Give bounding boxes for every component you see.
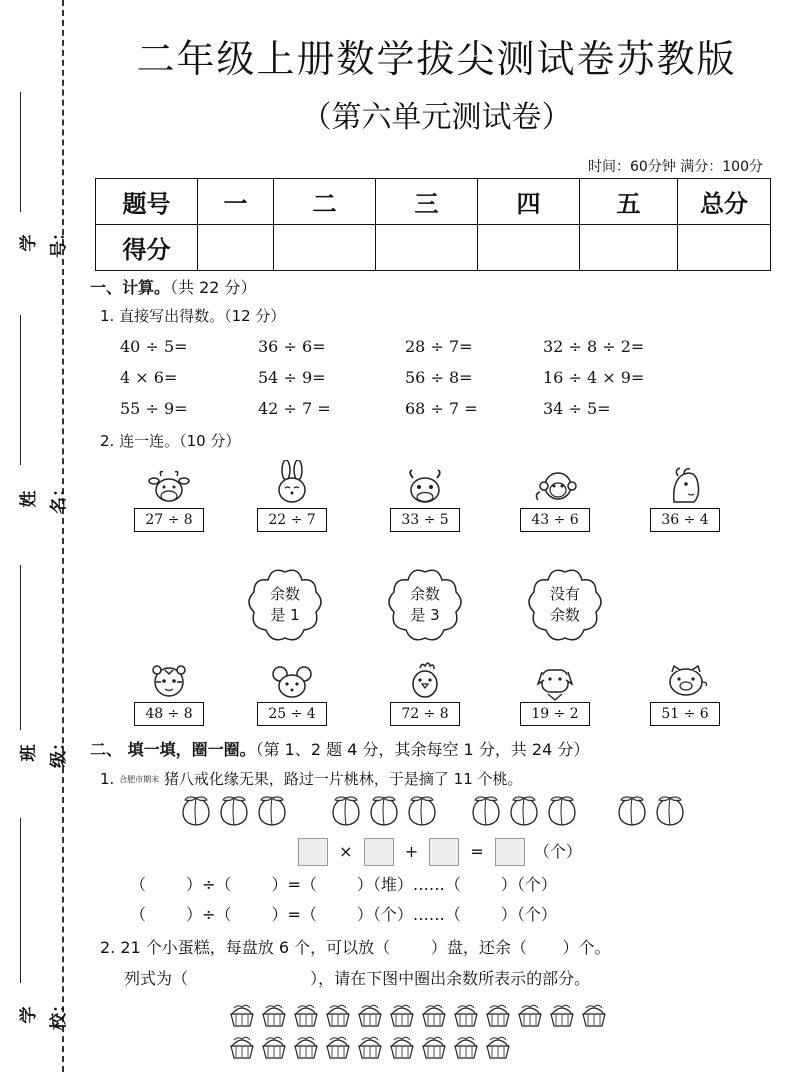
- expr-box: 48 ÷ 8: [134, 702, 204, 726]
- dog-icon: [534, 660, 576, 702]
- score-row-label: 得分: [96, 225, 198, 271]
- expr-box: 22 ÷ 7: [257, 508, 327, 532]
- expr-box: 43 ÷ 6: [520, 508, 590, 532]
- school-line[interactable]: [20, 818, 21, 983]
- answer-box[interactable]: [429, 838, 459, 866]
- expr-box: 27 ÷ 8: [134, 508, 204, 532]
- expr-box: 25 ÷ 4: [257, 702, 327, 726]
- unit-text: （个）: [533, 841, 582, 861]
- class-label: 班级：: [19, 734, 69, 768]
- blank-part: （: [130, 905, 147, 924]
- section2-q2-line1: 2. 21 个小蛋糕，每盘放 6 个，可以放（ ）盘，还余（ ）个。: [100, 938, 611, 957]
- remainder-flower-none[interactable]: [524, 564, 606, 646]
- score-header-cell: 题号: [96, 179, 198, 225]
- score-cell[interactable]: [678, 225, 771, 271]
- peach-equation: [298, 838, 582, 866]
- flower-line: 是 3: [410, 606, 440, 624]
- section2-title: 二、 填一填，圈一圈。: [90, 740, 256, 759]
- answer-box[interactable]: [495, 838, 525, 866]
- animal-card-monkey[interactable]: [520, 466, 600, 536]
- score-cell[interactable]: [478, 225, 580, 271]
- flower-line: 余数: [269, 585, 300, 603]
- calc-item: 40 ÷ 5=: [120, 337, 188, 356]
- section1-title: 一、计算。: [90, 278, 171, 297]
- animal-card-tiger[interactable]: [134, 660, 214, 730]
- score-header-cell: 五: [580, 179, 678, 225]
- animal-card-pig[interactable]: [650, 660, 730, 730]
- rabbit-icon: [271, 460, 313, 508]
- monkey-icon: [534, 466, 580, 508]
- pig-icon: [664, 660, 710, 702]
- calc-item: 34 ÷ 5=: [543, 399, 611, 418]
- calc-item: 4 × 6=: [120, 368, 178, 387]
- calc-item: 42 ÷ 7 =: [258, 399, 331, 418]
- ox-icon: [404, 466, 446, 508]
- mouse-icon: [271, 660, 313, 702]
- page-title: 二年级上册数学拔尖测试卷苏教版: [136, 37, 737, 81]
- animal-card-ox[interactable]: [390, 466, 470, 536]
- rooster-icon: [404, 660, 446, 702]
- flower-line: 没有: [549, 585, 580, 603]
- animal-card-horse[interactable]: [650, 466, 730, 536]
- animal-card-rabbit[interactable]: [257, 460, 337, 530]
- flower-line: 是 1: [270, 606, 300, 624]
- blank-part: ）（个）……（: [356, 905, 461, 924]
- section1-q1: 1. 直接写出得数。（12 分）: [100, 307, 286, 325]
- flower-text: [384, 584, 466, 626]
- calc-item: 32 ÷ 8 ÷ 2=: [543, 337, 645, 356]
- score-table: [95, 178, 771, 271]
- question-text: 猪八戒化缘无果，路过一片桃林，于是摘了 11 个桃。: [163, 770, 523, 788]
- division-row-b: [130, 902, 557, 925]
- calc-item: 55 ÷ 9=: [120, 399, 188, 418]
- student-id-line[interactable]: [20, 92, 21, 212]
- section2-q2-line2: 列式为（ ），请在下图中圈出余数所表示的部分。: [124, 969, 591, 988]
- score-cell[interactable]: [274, 225, 376, 271]
- section1-heading: [90, 275, 257, 298]
- op-symbol: +: [404, 841, 419, 861]
- blank-part: ）=（: [271, 905, 317, 924]
- score-table-score-row: [96, 225, 771, 271]
- score-header-cell: 二: [274, 179, 376, 225]
- section2-heading: [90, 737, 589, 760]
- question-number: 1.: [100, 770, 115, 788]
- cow-icon: [148, 466, 190, 508]
- flower-line: 余数: [549, 606, 580, 624]
- blank-part: ）（堆）……（: [356, 875, 461, 894]
- score-cell[interactable]: [198, 225, 274, 271]
- calc-item: 56 ÷ 8=: [405, 368, 473, 387]
- school-label: 学校：: [19, 996, 69, 1030]
- animal-card-cow[interactable]: [134, 466, 214, 536]
- score-header-cell: 总分: [678, 179, 771, 225]
- division-row-a: [130, 872, 557, 895]
- section1-points: （共 22 分）: [170, 278, 257, 297]
- expr-box: 19 ÷ 2: [520, 702, 590, 726]
- animal-card-dog[interactable]: [520, 660, 600, 730]
- op-symbol: =: [470, 841, 484, 861]
- answer-box[interactable]: [298, 838, 328, 866]
- score-header-cell: 四: [478, 179, 580, 225]
- score-cell[interactable]: [376, 225, 478, 271]
- blank-part: （: [130, 875, 147, 894]
- binding-dashed-line: [62, 0, 64, 1072]
- blank-part: ）（个）: [500, 905, 557, 924]
- tiger-icon: [148, 660, 190, 702]
- expr-box: 51 ÷ 6: [650, 702, 720, 726]
- cake-group: [228, 998, 628, 1064]
- calc-item: 36 ÷ 6=: [258, 337, 326, 356]
- score-header-cell: 一: [198, 179, 274, 225]
- expr-box: 72 ÷ 8: [390, 702, 460, 726]
- answer-box[interactable]: [364, 838, 394, 866]
- page-subtitle: （第六单元测试卷）: [301, 100, 572, 135]
- blank-part: ）÷（: [186, 875, 232, 894]
- blank-part: ）=（: [271, 875, 317, 894]
- calc-item: 68 ÷ 7 =: [405, 399, 478, 418]
- section2-points: （第 1、2 题 4 分，其余每空 1 分，共 24 分）: [255, 740, 590, 759]
- horse-icon: [664, 466, 706, 508]
- time-info: 时间：60分钟 满分：100分: [588, 159, 763, 175]
- remainder-flower-1[interactable]: [244, 564, 326, 646]
- animal-card-rooster[interactable]: [390, 660, 470, 730]
- section1-q2: 2. 连一连。（10 分）: [100, 432, 241, 450]
- student-id-label: 学号：: [19, 224, 69, 258]
- name-line[interactable]: [20, 315, 21, 465]
- score-header-cell: 三: [376, 179, 478, 225]
- calc-item: 16 ÷ 4 × 9=: [543, 368, 645, 387]
- expr-box: 36 ÷ 4: [650, 508, 720, 532]
- score-table-header-row: [96, 179, 771, 225]
- section2-q1: [100, 768, 523, 789]
- remainder-flower-3[interactable]: [384, 564, 466, 646]
- animal-card-mouse[interactable]: [257, 660, 337, 730]
- peach-group: [180, 794, 690, 828]
- calc-item: 54 ÷ 9=: [258, 368, 326, 387]
- flower-text: [244, 584, 326, 626]
- flower-text: [524, 584, 606, 626]
- blank-part: ）（个）: [500, 875, 557, 894]
- blank-part: ）÷（: [186, 905, 232, 924]
- class-line[interactable]: [20, 565, 21, 730]
- op-symbol: ×: [339, 841, 353, 861]
- flower-line: 余数: [409, 585, 440, 603]
- expr-box: 33 ÷ 5: [390, 508, 460, 532]
- source-tag: 合肥市期末: [119, 775, 160, 784]
- calc-item: 28 ÷ 7=: [405, 337, 473, 356]
- score-cell[interactable]: [580, 225, 678, 271]
- name-label: 姓名：: [19, 480, 69, 514]
